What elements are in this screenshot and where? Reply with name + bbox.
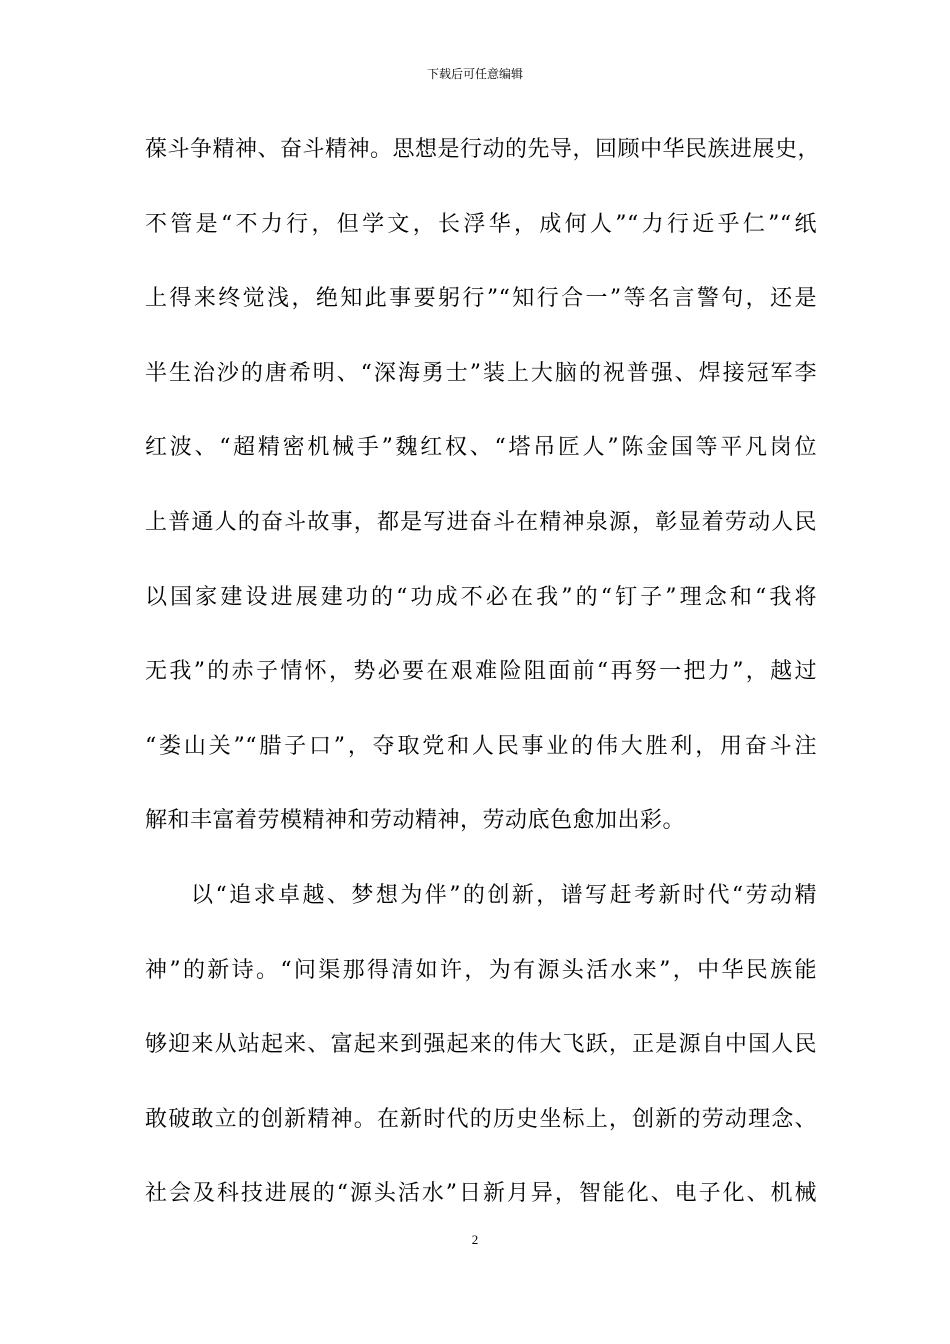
text-line: 红波、“超精密机械手”魏红权、“塔吊匠人”陈金国等平凡岗位	[145, 435, 817, 461]
text-line: “娄山关”“腊子口”，夺取党和人民事业的伟大胜利，用奋斗注	[145, 733, 817, 759]
text-line: 无我”的赤子情怀，势必要在艰难险阻面前“再努一把力”，越过	[145, 659, 817, 685]
text-line: 够迎来从站起来、富起来到强起来的伟大飞跃，正是源自中国人民	[145, 1032, 817, 1058]
text-line: 葆斗争精神、奋斗精神。思想是行动的先导，回顾中华民族进展史，	[145, 137, 821, 162]
text-line: 半生治沙的唐希明、“深海勇士”装上大脑的祝普强、焊接冠军李	[145, 360, 817, 386]
text-line: 以“追求卓越、梦想为伴”的创新，谱写赶考新时代“劳动精	[191, 882, 817, 908]
page-number: 2	[471, 1232, 479, 1247]
text-line: 上得来终觉浅，绝知此事要躬行”“知行合一”等名言警句，还是	[145, 286, 817, 312]
text-line: 上普通人的奋斗故事，都是写进奋斗在精神泉源，彰显着劳动人民	[145, 509, 817, 535]
page-header: 下载后可任意编辑	[426, 67, 523, 81]
text-line: 神”的新诗。“问渠那得清如许，为有源头活水来”，中华民族能	[145, 957, 817, 983]
text-line: 社会及科技进展的“源头活水”日新月异，智能化、电子化、机械	[145, 1181, 817, 1207]
text-line: 敢破敢立的创新精神。在新时代的历史坐标上，创新的劳动理念、	[145, 1106, 817, 1132]
text-line: 以国家建设进展建功的“功成不必在我”的“钉子”理念和“我将	[145, 584, 817, 610]
text-line: 不管是“不力行，但学文，长浮华，成何人”“力行近乎仁”“纸	[145, 211, 817, 237]
text-line: 解和丰富着劳模精神和劳动精神，劳动底色愈加出彩。	[145, 808, 686, 834]
body-text	[145, 128, 821, 1247]
